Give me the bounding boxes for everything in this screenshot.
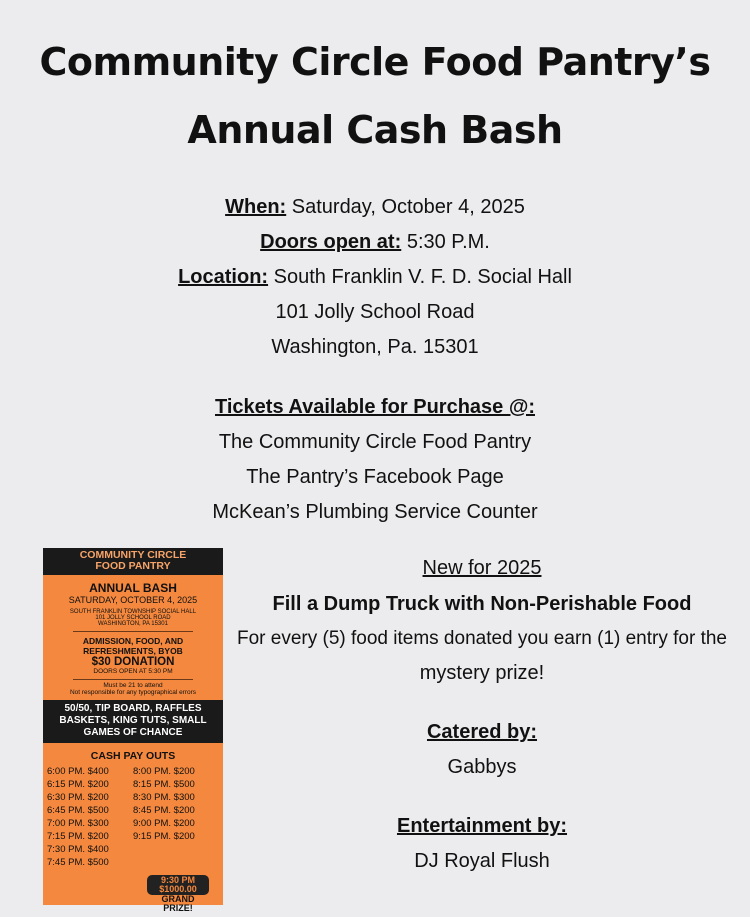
flyer-road: 101 JOLLY SCHOOL ROAD [95,615,171,621]
payout-row: 7:00 PM. $300 [47,818,109,829]
page-subtitle: Annual Cash Bash [187,108,563,152]
payout-row: 8:15 PM. $500 [133,779,195,790]
ticket-location: The Community Circle Food Pantry [218,431,532,453]
payout-row: 7:45 PM. $500 [47,857,109,868]
doors-value: 5:30 P.M. [401,231,490,253]
flyer-header: COMMUNITY CIRCLE FOOD PANTRY [43,548,223,575]
payout-row: 7:15 PM. $200 [47,831,109,842]
payout-row: 6:30 PM. $200 [47,792,109,803]
flyer-bash: ANNUAL BASH [89,581,177,595]
flyer-hall: SOUTH FRANKLIN TOWNSHIP SOCIAL HALL [69,609,197,615]
location-label: Location: [178,266,269,288]
tickets-heading: Tickets Available for Purchase @: [215,396,535,418]
doors-label: Doors open at: [260,231,402,253]
payout-row: 6:45 PM. $500 [47,805,109,816]
payout-row: 8:45 PM. $200 [133,805,195,816]
new-subheading: Fill a Dump Truck with Non-Perishable Food [272,593,692,615]
new-heading: New for 2025 [422,557,542,579]
page-title: Community Circle Food Pantry’s [39,40,711,84]
flyer-date: SATURDAY, OCTOBER 4, 2025 [68,595,198,605]
payout-row: 8:00 PM. $200 [133,766,195,777]
flyer-doors: DOORS OPEN AT 5:30 PM [93,668,173,675]
flyer-donation: $30 DONATION [91,656,175,668]
doors-line [0,231,750,254]
ticket-location: The Pantry’s Facebook Page [246,466,504,488]
payout-row: 9:00 PM. $200 [133,818,195,829]
payout-row: 9:15 PM. $200 [133,831,195,842]
new-text-line-1: For every (5) food items donated you earn (1) entry for the [236,628,727,649]
address-line-2: Washington, Pa. 15301 [271,336,479,358]
payout-row: 7:30 PM. $400 [47,844,109,855]
payout-row: 8:30 PM. $300 [133,792,195,803]
flyer-grand-prize: 9:30 PM $1000.00 GRAND PRIZE! [147,875,209,913]
catered-heading: Catered by: [426,721,538,743]
location-value: South Franklin V. F. D. Social Hall [268,266,572,288]
flyer-payouts [43,765,223,869]
entertainment-heading: Entertainment by: [396,815,568,837]
event-flyer-image [43,548,223,913]
ticket-location: McKean’s Plumbing Service Counter [212,501,538,523]
new-text-line-2: mystery prize! [419,662,545,684]
flyer-city: WASHINGTON, PA 15301 [98,621,168,627]
flyer-payouts-heading: CASH PAY OUTS [90,750,176,762]
when-value: Saturday, October 4, 2025 [286,196,525,218]
flyer-disclaimer: Not responsible for any typographical errors [69,689,197,696]
location-line [0,266,750,289]
entertainment-value: DJ Royal Flush [414,850,550,872]
catered-value: Gabbys [447,756,517,778]
flyer-admission: ADMISSION, FOOD, AND REFRESHMENTS, BYOB [82,636,184,656]
address-line-1: 101 Jolly School Road [275,301,475,323]
flyer-games: 50/50, TIP BOARD, RAFFLES BASKETS, KING TUTS, SMALL GAMES OF CHANCE [43,700,223,743]
payout-row: 6:15 PM. $200 [47,779,109,790]
payout-row: 6:00 PM. $400 [47,766,109,777]
when-label: When: [225,196,287,218]
when-line [0,196,750,219]
flyer-age: Must be 21 to attend [103,682,163,689]
